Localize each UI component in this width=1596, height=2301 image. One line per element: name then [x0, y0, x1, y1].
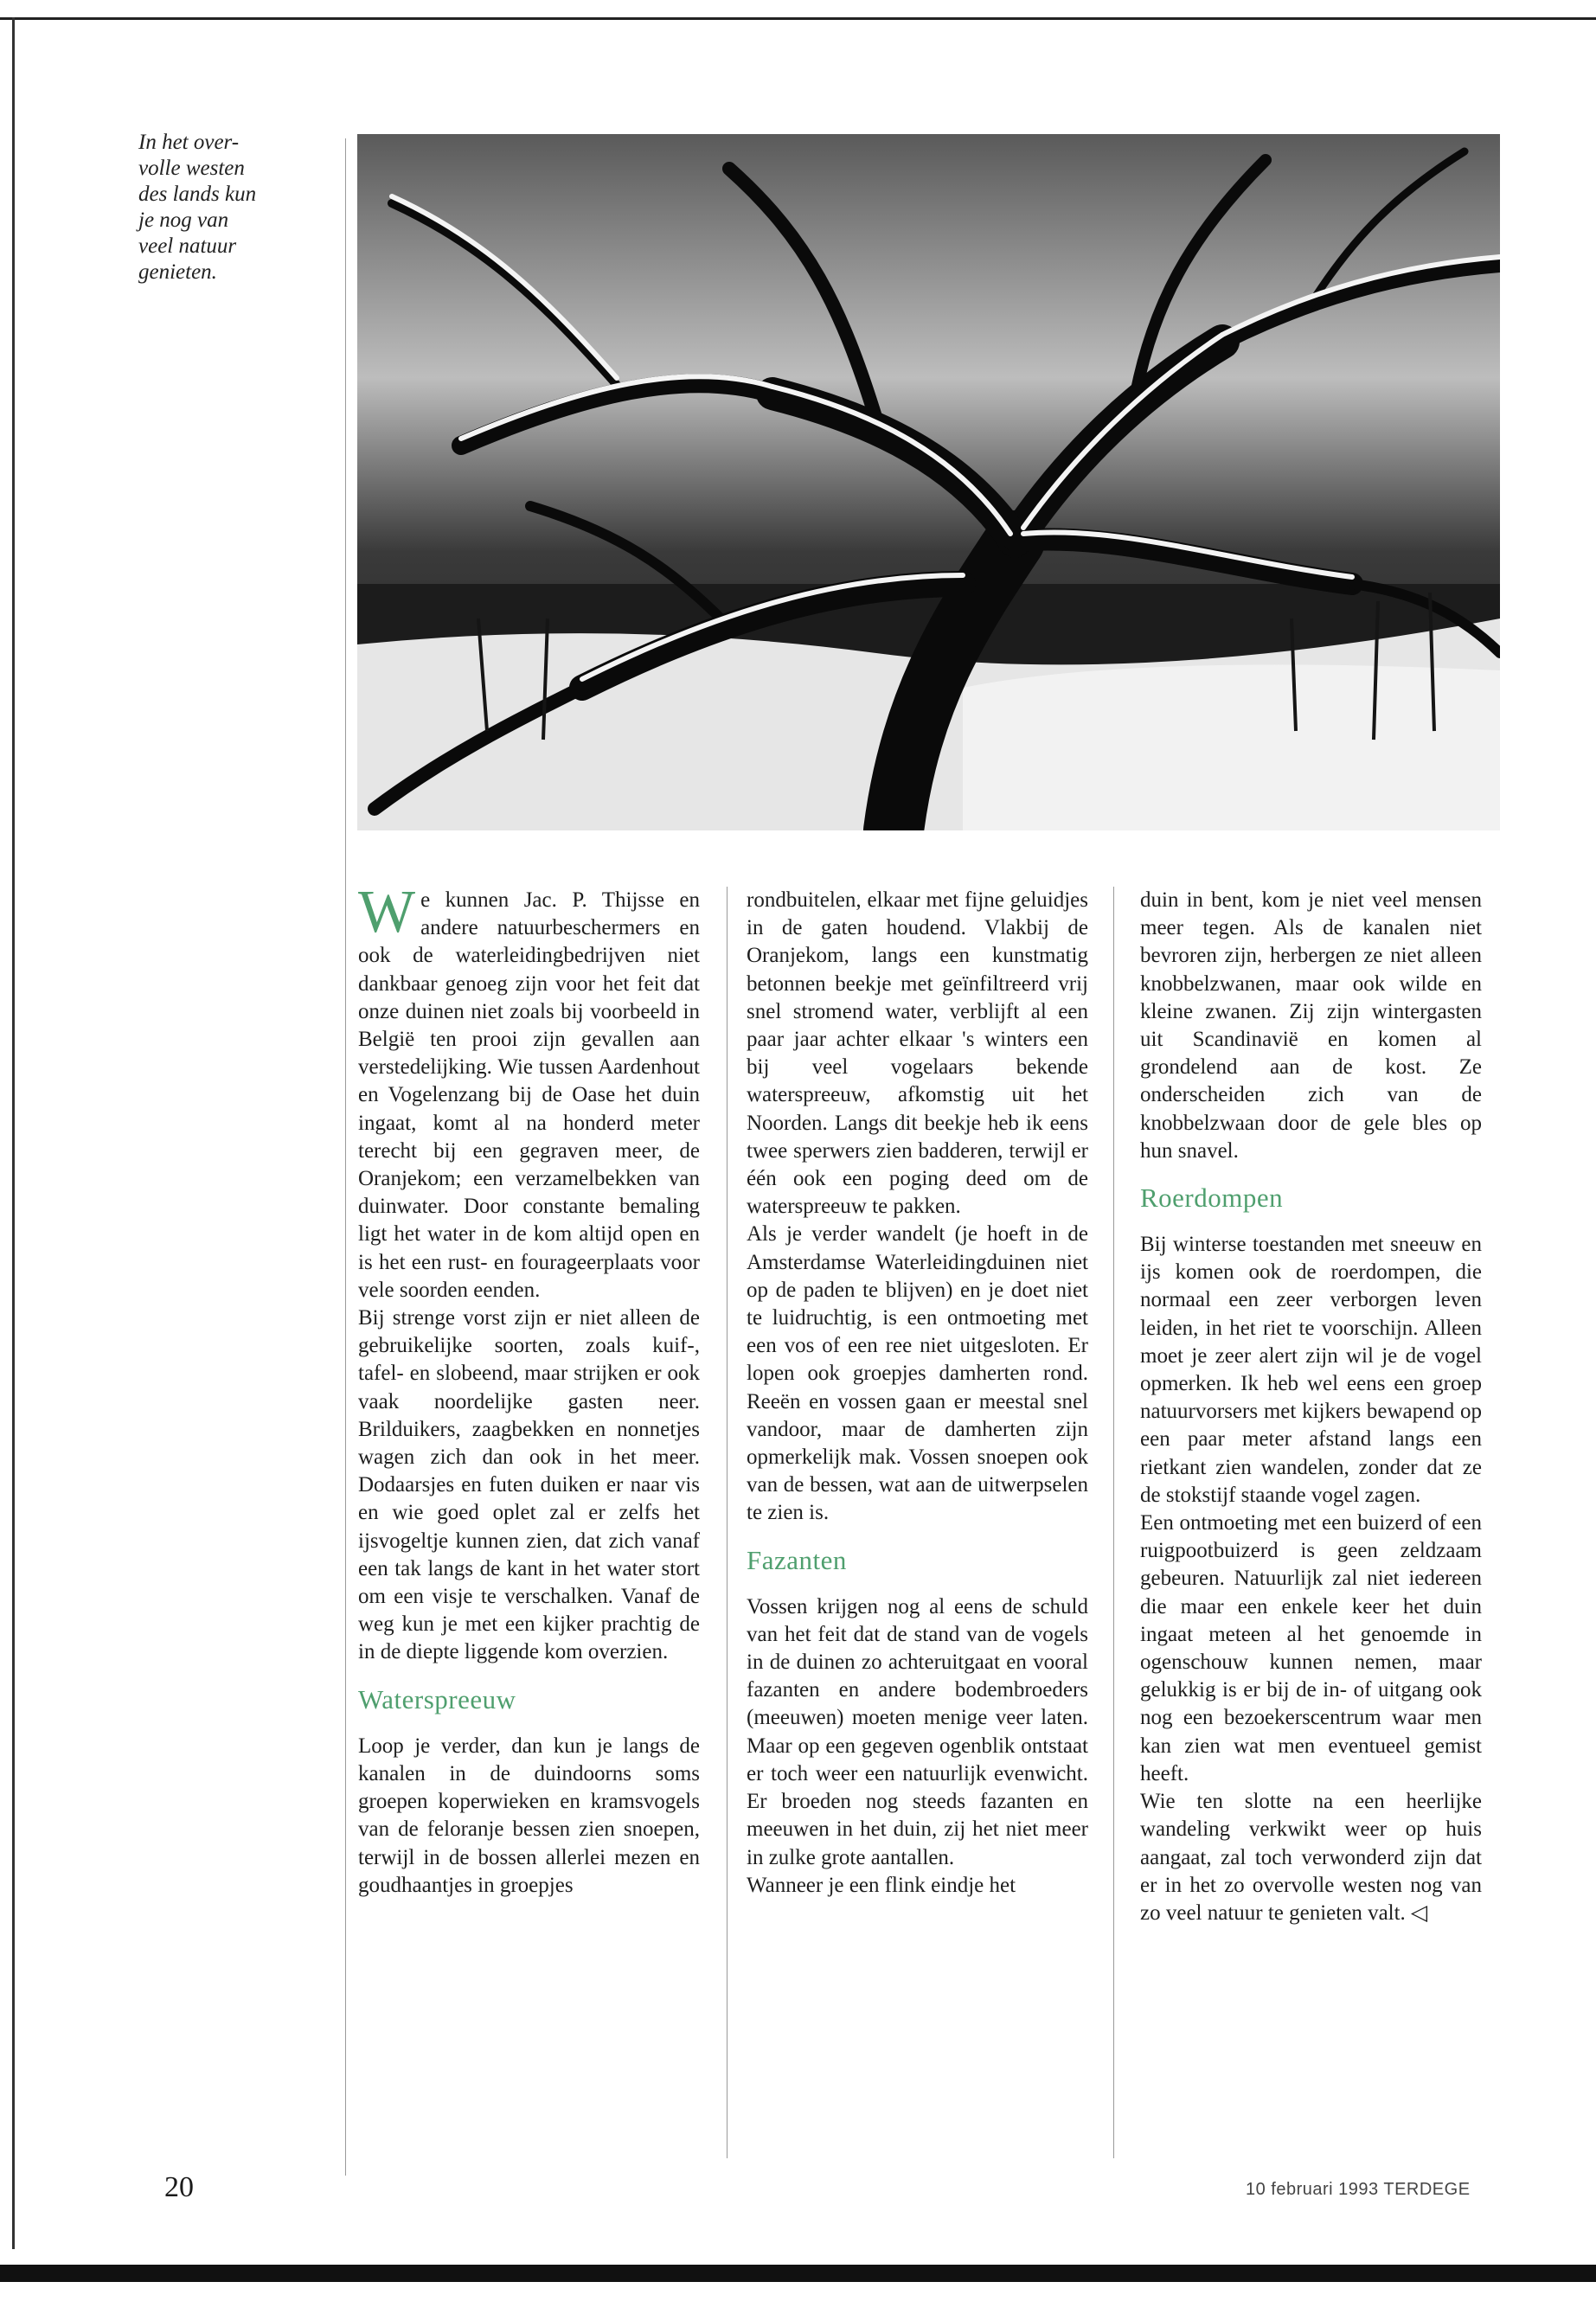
intro-text: e kunnen Jac. P. Thijsse en andere natuurbeschermers en ook de waterleidingbedrijven niet dankbaar genoeg zijn voor het feit dat onze duinen niet zoals bij voorbeeld in België ten prooi zijn gevallen aan verstedelijking. Wie tussen Aardenhout en Vogelenzang bij de Oase het duin ingaat, komt al na honderd meter terecht bij een gegraven meer, de Oranjekom; een verzamelbekken van duinwater. Door constante bemaling ligt het water in de kom altijd open en is het een rust- en fourageerplaats voor vele soorden eenden. — [358, 888, 700, 1302]
article-paragraph: Bij winterse toestanden met sneeuw en ijs komen ook de roerdompen, die normaal een zeer verborgen leven leiden, in het riet te voorschijn. Alleen moet je zeer alert zijn wil je de vogel opmerken. Ik heb wel eens een groep natuurvorsers met kijkers bewapend op een paar meter afstand langs een rietkant zien wandelen, zonder dat ze de stokstijf staande vogel zagen. — [1140, 1233, 1482, 1507]
article-paragraph: Een ontmoeting met een buizerd of een ruigpootbuizerd is geen zeldzaam gebeuren. Natuurlijk zal niet iedereen die maar een enkele keer het duin ingaat meteen al het genoemde in ogenschouw kunnen nemen, maar gelukkig is er bij de in- of uitgang ook nog een bezoekerscentrum waar men kan zien wat men eventueel gemist heeft. — [1140, 1511, 1482, 1785]
snow-covered-tree-icon — [357, 134, 1500, 830]
caption-line: je nog van — [138, 208, 229, 232]
article-column-2 — [747, 887, 1088, 1900]
article-paragraph: Wie ten slotte na een heerlijke wandeling verkwikt weer op huis aangaat, zal toch verwonderd zijn dat er in het zo overvolle westen nog van zo veel natuur te genieten valt. ◁ — [1140, 1790, 1482, 1925]
article-paragraph: rondbuitelen, elkaar met fijne geluidjes in de gaten houdend. Vlakbij de Oranjekom, langs een kunstmatig betonnen beekje met geïnfiltreerd vrij snel stromend water, verblijft al een paar jaar achter elkaar 's winters een bij veel vogelaars bekende waterspreeuw, afkomstig uit het Noorden. Langs dit beekje heb ik eens twee sperwers zien badderen, terwijl er één ook een poging deed om de waterspreeuw te pakken. — [747, 888, 1088, 1219]
column-rule — [345, 138, 346, 2176]
article-column-3 — [1140, 887, 1482, 1927]
issue-footer: 10 februari 1993 TERDEGE — [1246, 2180, 1471, 2199]
page-number: 20 — [164, 2171, 194, 2203]
page-border-bottom — [0, 2265, 1596, 2282]
article-paragraph: Bij strenge vorst zijn er niet alleen de gebruikelijke soorten, zoals kuif-, tafel- en slobeend, maar strijken er ook vaak noordelijke gasten neer. Brilduikers, zaagbekken en nonnetjes wagen zich dan ook in het meer. Dodaarsjes en futen duiken er naar vis en wie goed oplet zal er zelfs het ijsvogeltje kunnen zien, dat zich vanaf een tak langs de kant in het water stort om een visje te verschalken. Vanaf de weg kun je met een kijker prachtig de in de diepte liggende kom overzien. — [358, 1306, 700, 1664]
page-border-top — [0, 17, 1596, 20]
column-rule — [1113, 887, 1114, 2158]
section-heading-roerdompen: Roerdompen — [1140, 1183, 1284, 1214]
section-heading-waterspreeuw: Waterspreeuw — [358, 1683, 516, 1715]
caption-line: In het over- — [138, 131, 240, 154]
article-paragraph: duin in bent, kom je niet veel mensen meer tegen. Als de kanalen niet bevroren zijn, herbergen ze niet alleen knobbelzwanen, maar ook wilde en kleine zwanen. Zij zijn wintergasten uit Scandinavië en komen al grondelend aan de kost. Ze onderscheiden zich van de knobbelzwaan door de gele bles op hun snavel. — [1140, 888, 1482, 1163]
photo-caption — [138, 130, 337, 285]
page-border-left — [12, 17, 15, 2249]
article-paragraph: Vossen krijgen nog al eens de schuld van het feit dat de stand van de vogels in de duinen zo achteruitgaat en vooral fazanten en andere bodembroeders (meeuwen) moeten menige veer laten. Maar op een gegeven ogenblik ontstaat er toch weer een natuurlijk evenwicht. Er broeden nog steeds fazanten en meeuwen in het duin, zij het niet meer in zulke grote aantallen. — [747, 1594, 1088, 1869]
snow-covered-tree-photo — [357, 134, 1500, 830]
article-paragraph: Loop je verder, dan kun je langs de kanalen in de duindoorns soms groepen koperwieken en kramsvogels van de feloranje bessen zien snoepen, terwijl in de bossen allerlei mezen en goudhaantjes in groepjes — [358, 1734, 700, 1897]
caption-line: des lands kun — [138, 183, 257, 206]
article-paragraph: Wanneer je een flink eindje het — [747, 1873, 1016, 1897]
drop-cap: W — [358, 879, 416, 945]
article-column-1 — [358, 879, 700, 1900]
caption-line: genieten. — [138, 260, 217, 284]
section-heading-fazanten: Fazanten — [747, 1544, 847, 1575]
article-intro — [358, 879, 700, 1304]
article-paragraph: Als je verder wandelt (je hoeft in de Amsterdamse Waterleidingduinen niet op de paden te blijven) en je doet niet te luidruchtig, is een ontmoeting met een vos of een ree niet uitgesloten. Er lopen ook groepjes damherten rond. Reeën en vossen gaan er meestal snel vandoor, maar de damherten zijn opmerkelijk mak. Vossen snoepen ook van de bessen, wat aan de uitwerpselen te zien is. — [747, 1222, 1088, 1525]
caption-line: volle westen — [138, 157, 245, 180]
caption-line: veel natuur — [138, 234, 237, 258]
